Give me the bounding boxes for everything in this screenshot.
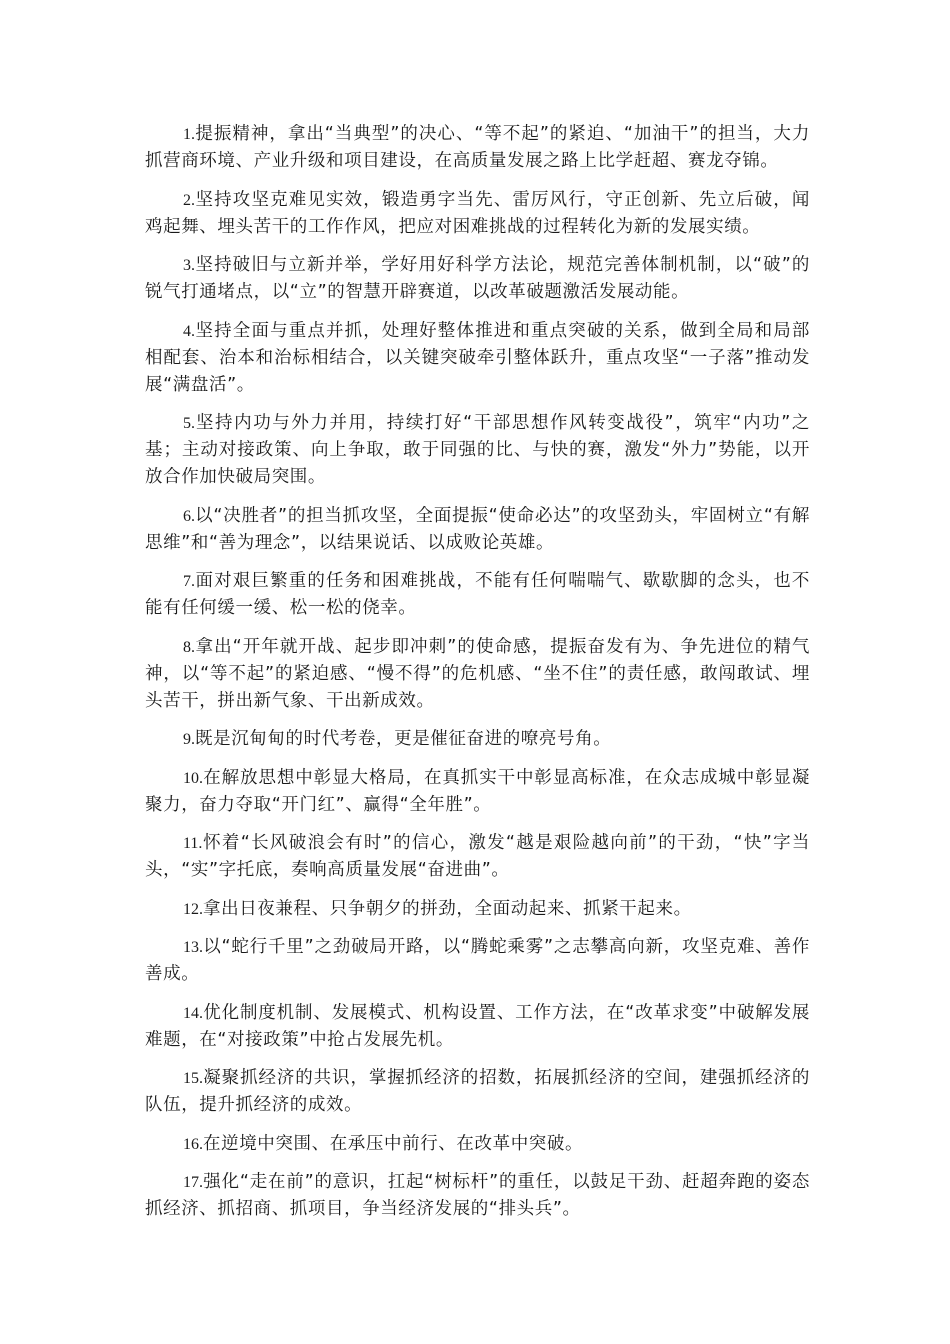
paragraph-9	[145, 726, 810, 753]
paragraph-number: 12.	[183, 900, 203, 918]
paragraph-12	[145, 896, 810, 923]
paragraph-number: 2.	[183, 191, 195, 209]
paragraph-number: 9.	[183, 731, 195, 748]
paragraph-text: 在解放思想中彰显大格局，在真抓实干中彰显高标准，在众志成城中彰显凝聚力，奋力夺取“开门红”、赢得“全年胜”。	[145, 767, 810, 815]
paragraph-number: 11.	[183, 835, 203, 852]
paragraph-number: 5.	[183, 415, 195, 432]
paragraph-number: 13.	[183, 939, 203, 956]
paragraph-text: 面对艰巨繁重的任务和困难挑战，不能有任何喘喘气、歇歇脚的念头，也不能有任何缓一缓、松一松的侥幸。	[145, 571, 810, 618]
paragraph-number: 8.	[183, 638, 195, 656]
paragraph-14	[145, 1000, 810, 1054]
document-body	[145, 121, 810, 1235]
paragraph-text: 在逆境中突围、在承压中前行、在改革中突破。	[203, 1133, 584, 1154]
paragraph-text: 提振精神，拿出“当典型”的决心、“等不起”的紧迫、“加油干”的担当，大力抓营商环境、产业升级和项目建设，在高质量发展之路上比学赶超、赛龙夺锦。	[145, 124, 810, 171]
paragraph-15	[145, 1065, 810, 1119]
paragraph-17	[145, 1169, 810, 1223]
paragraph-text: 既是沉甸甸的时代考卷，更是催征奋进的嘹亮号角。	[195, 729, 612, 749]
paragraph-10	[145, 765, 810, 819]
paragraph-3	[145, 252, 810, 306]
paragraph-text: 坚持破旧与立新并举，学好用好科学方法论，规范完善体制机制，以“破”的锐气打通堵点，以“立”的智慧开辟赛道，以改革破题激活发展动能。	[145, 255, 810, 302]
paragraph-text: 坚持全面与重点并抓，处理好整体推进和重点突破的关系，做到全局和局部相配套、治本和治标相结合，以关键突破牵引整体跃升，重点攻坚“一子落”推动发展“满盘活”。	[145, 320, 810, 395]
paragraph-number: 7.	[183, 573, 195, 590]
paragraph-number: 16.	[183, 1135, 203, 1153]
paragraph-number: 15.	[183, 1070, 203, 1087]
paragraph-text: 拿出“开年就开战、起步即冲刺”的使命感，提振奋发有为、争先进位的精气神，以“等不起”的紧迫感、“慢不得”的危机感、“坐不住”的责任感，敢闯敢试、埋头苦干，拼出新气象、干出新成效。	[145, 636, 810, 711]
paragraph-text: 优化制度机制、发展模式、机构设置、工作方法，在“改革求变”中破解发展难题，在“对接政策”中抢占发展先机。	[145, 1002, 810, 1050]
paragraph-1	[145, 121, 810, 175]
paragraph-text: 怀着“长风破浪会有时”的信心，激发“越是艰险越向前”的干劲，“快”字当头，“实”字托底，奏响高质量发展“奋进曲”。	[145, 833, 810, 880]
paragraph-text: 凝聚抓经济的共识，掌握抓经济的招数，拓展抓经济的空间，建强抓经济的队伍，提升抓经济的成效。	[145, 1068, 810, 1115]
paragraph-4	[145, 318, 810, 399]
paragraph-text: 强化“走在前”的意识，扛起“树标杆”的重任，以鼓足干劲、赶超奔跑的姿态抓经济、抓招商、抓项目，争当经济发展的“排头兵”。	[145, 1172, 810, 1219]
paragraph-number: 1.	[183, 126, 195, 143]
paragraph-6	[145, 503, 810, 557]
paragraph-number: 6.	[183, 507, 195, 525]
paragraph-number: 3.	[183, 257, 195, 274]
paragraph-13	[145, 934, 810, 988]
paragraph-7	[145, 568, 810, 622]
paragraph-text: 以“蛇行千里”之劲破局开路，以“腾蛇乘雾”之志攀高向新，攻坚克难、善作善成。	[145, 937, 810, 984]
paragraph-text: 以“决胜者”的担当抓攻坚，全面提振“使命必达”的攻坚劲头，牢固树立“有解思维”和“善为理念”，以结果说话、以成败论英雄。	[145, 505, 810, 553]
paragraph-16	[145, 1131, 810, 1158]
paragraph-text: 坚持内功与外力并用，持续打好“干部思想作风转变战役”，筑牢“内功”之基；主动对接政策、向上争取，敢于同强的比、与快的赛，激发“外力”势能，以开放合作加快破局突围。	[145, 413, 810, 487]
paragraph-11	[145, 830, 810, 884]
paragraph-number: 14.	[183, 1004, 203, 1022]
paragraph-number: 10.	[183, 769, 203, 787]
paragraph-8	[145, 634, 810, 715]
paragraph-text: 坚持攻坚克难见实效，锻造勇字当先、雷厉风行，守正创新、先立后破，闻鸡起舞、埋头苦干的工作作风，把应对困难挑战的过程转化为新的发展实绩。	[145, 189, 810, 237]
paragraph-number: 17.	[183, 1174, 203, 1191]
paragraph-text: 拿出日夜兼程、只争朝夕的拼劲，全面动起来、抓紧干起来。	[203, 898, 692, 919]
paragraph-number: 4.	[183, 322, 195, 340]
paragraph-2	[145, 187, 810, 241]
paragraph-5	[145, 410, 810, 491]
